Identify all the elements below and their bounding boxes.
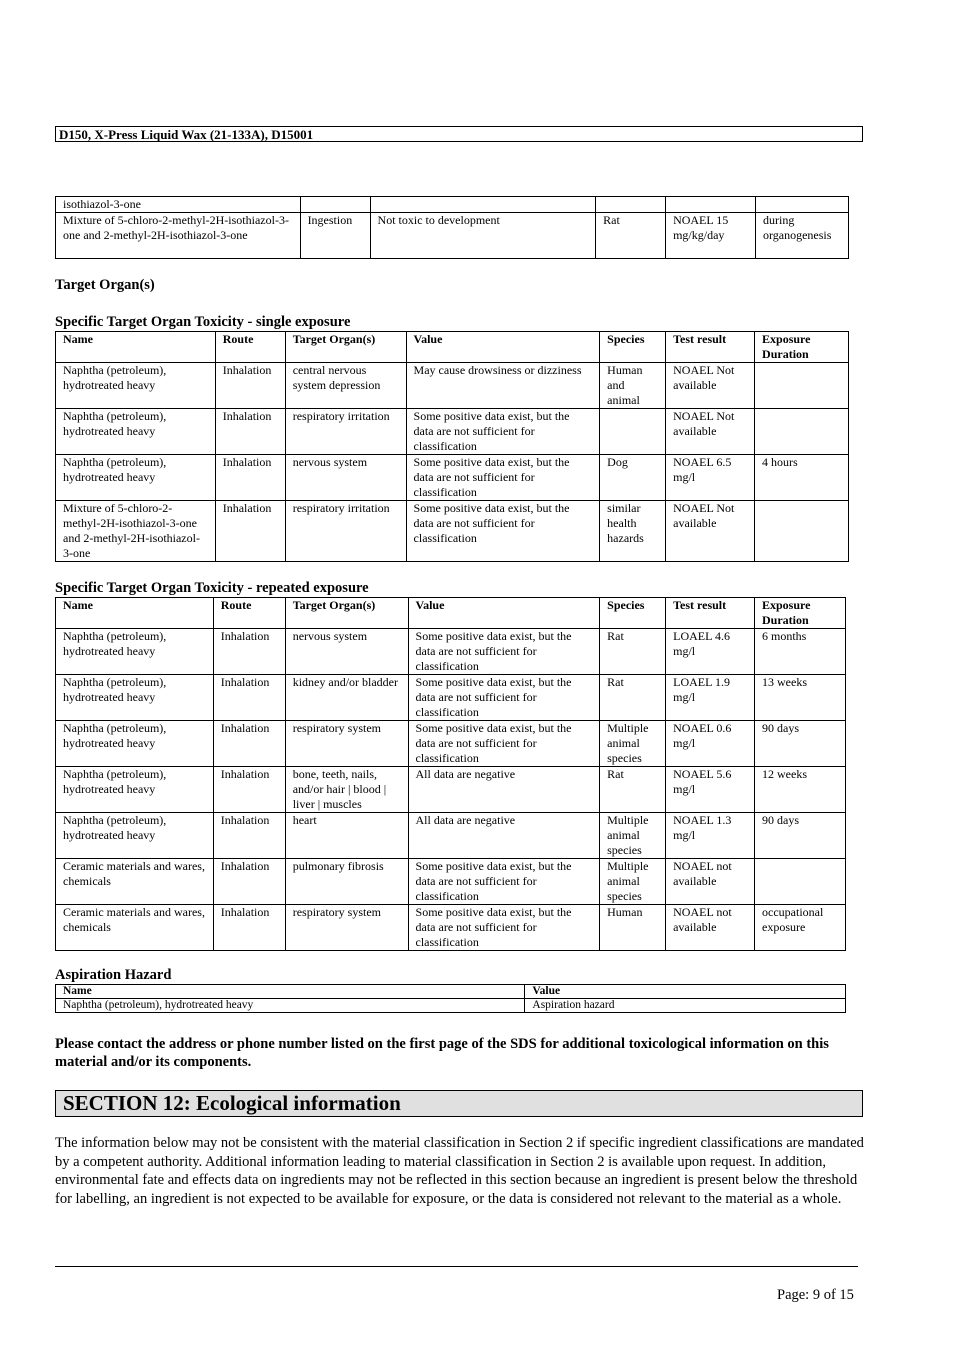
table-cell: All data are negative: [408, 767, 600, 813]
column-header: Target Organ(s): [285, 598, 408, 629]
table-cell: Multiple animal species: [600, 721, 666, 767]
table-row: [56, 363, 849, 409]
table-cell: occupational exposure: [755, 905, 846, 951]
table-cell: Naphtha (petroleum), hydrotreated heavy: [56, 409, 216, 455]
table-cell: isothiazol-3-one: [56, 197, 301, 213]
table-cell: Naphtha (petroleum), hydrotreated heavy: [56, 455, 216, 501]
table-cell: Naphtha (petroleum), hydrotreated heavy: [56, 629, 214, 675]
table-cell: Some positive data exist, but the data are not sufficient for classification: [408, 905, 600, 951]
table-cell: pulmonary fibrosis: [285, 859, 408, 905]
table-cell: [596, 197, 666, 213]
table-cell: Naphtha (petroleum), hydrotreated heavy: [56, 999, 525, 1013]
footer-divider: [55, 1266, 858, 1267]
table-cell: respiratory system: [285, 905, 408, 951]
table-cell: NOAEL not available: [666, 859, 755, 905]
table-cell: Some positive data exist, but the data are not sufficient for classification: [408, 859, 600, 905]
table-cell: Human: [600, 905, 666, 951]
table-cell: Dog: [600, 455, 666, 501]
aspiration-body: [56, 999, 846, 1013]
table-cell: kidney and/or bladder: [285, 675, 408, 721]
column-header: Exposure Duration: [755, 332, 849, 363]
table-row: [56, 905, 846, 951]
table-cell: respiratory irritation: [285, 409, 406, 455]
table-cell: during organogenesis: [756, 213, 849, 259]
page-number: Page: 9 of 15: [777, 1287, 854, 1303]
table-cell: 4 hours: [755, 455, 849, 501]
column-header: Value: [408, 598, 600, 629]
table-cell: Ceramic materials and wares, chemicals: [56, 905, 214, 951]
table-cell: Aspiration hazard: [525, 999, 846, 1013]
table-cell: nervous system: [285, 455, 406, 501]
column-header: Route: [213, 598, 285, 629]
table-cell: Inhalation: [215, 455, 285, 501]
table-cell: [370, 197, 596, 213]
table-cell: Naphtha (petroleum), hydrotreated heavy: [56, 363, 216, 409]
table-cell: [600, 409, 666, 455]
column-header: Target Organ(s): [285, 332, 406, 363]
table-cell: NOAEL 15 mg/kg/day: [666, 213, 756, 259]
table-cell: Ceramic materials and wares, chemicals: [56, 859, 214, 905]
table-row: [56, 455, 849, 501]
table-row: [56, 721, 846, 767]
table-row: [56, 813, 846, 859]
table-cell: respiratory system: [285, 721, 408, 767]
column-header: Value: [406, 332, 600, 363]
target-organs-heading: Target Organ(s): [55, 277, 155, 293]
section-12-title: SECTION 12: Ecological information: [55, 1090, 863, 1117]
table-cell: Inhalation: [213, 629, 285, 675]
table-cell: Naphtha (petroleum), hydrotreated heavy: [56, 767, 214, 813]
table-cell: Inhalation: [213, 721, 285, 767]
table-cell: [755, 859, 846, 905]
toxicology-contact-notice: Please contact the address or phone number listed on the first page of the SDS for additional toxicological information on this material and/or its components.: [55, 1036, 829, 1070]
table-row: [56, 409, 849, 455]
table-cell: Inhalation: [215, 363, 285, 409]
table-cell: 13 weeks: [755, 675, 846, 721]
table-row: [56, 213, 849, 259]
table-cell: Inhalation: [215, 501, 285, 562]
document-header: D150, X-Press Liquid Wax (21-133A), D15001: [55, 126, 863, 142]
column-header: Test result: [666, 598, 755, 629]
table-cell: [755, 409, 849, 455]
table-cell: Some positive data exist, but the data are not sufficient for classification: [408, 675, 600, 721]
reproductive-table-body: [56, 197, 849, 259]
table-cell: [756, 197, 849, 213]
table-row: [56, 501, 849, 562]
table-cell: May cause drowsiness or dizziness: [406, 363, 600, 409]
table-row: [56, 197, 849, 213]
column-header: Test result: [666, 332, 755, 363]
table-cell: central nervous system depression: [285, 363, 406, 409]
table-cell: NOAEL 1.3 mg/l: [666, 813, 755, 859]
table-cell: Mixture of 5-chloro-2-methyl-2H-isothiazol-3-one and 2-methyl-2H-isothiazol-3-one: [56, 213, 301, 259]
aspiration-heading: Aspiration Hazard: [55, 967, 172, 983]
table-cell: Some positive data exist, but the data are not sufficient for classification: [408, 629, 600, 675]
table-cell: NOAEL Not available: [666, 501, 755, 562]
table-cell: similar health hazards: [600, 501, 666, 562]
table-cell: Rat: [600, 675, 666, 721]
column-header: Exposure Duration: [755, 598, 846, 629]
table-cell: heart: [285, 813, 408, 859]
section-12-intro: The information below may not be consistent with the material classification in Section 2 if specific ingredient classifications are mandated by a competent authority. Additional information leading to material classification in Section 2 is available upon request. In addition, environmental fate and effects data on ingredients may not be reflected in this section because an ingredient is present below the threshold for labelling, an ingredient is not expected to be available for exposure, or the data is considered not relevant to the material as a whole.: [55, 1135, 864, 1207]
table-cell: Inhalation: [215, 409, 285, 455]
table-cell: NOAEL 0.6 mg/l: [666, 721, 755, 767]
table-row: [56, 675, 846, 721]
column-header: Route: [215, 332, 285, 363]
table-cell: Rat: [600, 767, 666, 813]
column-header: Name: [56, 985, 525, 999]
stot-single-heading: Specific Target Organ Toxicity - single exposure: [55, 314, 351, 330]
table-cell: Naphtha (petroleum), hydrotreated heavy: [56, 813, 214, 859]
table-row: [56, 629, 846, 675]
aspiration-header-row: [56, 985, 846, 999]
table-cell: 90 days: [755, 813, 846, 859]
table-cell: Some positive data exist, but the data are not sufficient for classification: [406, 501, 600, 562]
stot-single-header-row: [56, 332, 849, 363]
table-cell: NOAEL 5.6 mg/l: [666, 767, 755, 813]
table-row: [56, 999, 846, 1013]
stot-repeated-heading: Specific Target Organ Toxicity - repeated exposure: [55, 580, 369, 596]
table-row: [56, 859, 846, 905]
table-cell: Inhalation: [213, 767, 285, 813]
table-cell: Inhalation: [213, 859, 285, 905]
table-cell: Naphtha (petroleum), hydrotreated heavy: [56, 675, 214, 721]
table-cell: NOAEL Not available: [666, 363, 755, 409]
table-cell: Naphtha (petroleum), hydrotreated heavy: [56, 721, 214, 767]
table-cell: Inhalation: [213, 813, 285, 859]
column-header: Species: [600, 332, 666, 363]
stot-single-table: [55, 331, 849, 562]
table-cell: [666, 197, 756, 213]
table-cell: Some positive data exist, but the data are not sufficient for classification: [406, 455, 600, 501]
table-cell: Human and animal: [600, 363, 666, 409]
table-cell: [755, 363, 849, 409]
reproductive-toxicity-table: [55, 196, 849, 259]
table-cell: Mixture of 5-chloro-2-methyl-2H-isothiazol-3-one and 2-methyl-2H-isothiazol-3-one: [56, 501, 216, 562]
stot-repeated-header-row: [56, 598, 846, 629]
table-cell: NOAEL Not available: [666, 409, 755, 455]
table-cell: Some positive data exist, but the data are not sufficient for classification: [408, 721, 600, 767]
table-cell: NOAEL not available: [666, 905, 755, 951]
stot-single-body: [56, 363, 849, 562]
table-cell: Ingestion: [300, 213, 370, 259]
table-cell: Rat: [596, 213, 666, 259]
table-cell: NOAEL 6.5 mg/l: [666, 455, 755, 501]
table-cell: Inhalation: [213, 905, 285, 951]
table-cell: Multiple animal species: [600, 859, 666, 905]
stot-repeated-body: [56, 629, 846, 951]
aspiration-table: [55, 984, 846, 1013]
table-cell: Some positive data exist, but the data are not sufficient for classification: [406, 409, 600, 455]
table-cell: bone, teeth, nails, and/or hair | blood | liver | muscles: [285, 767, 408, 813]
table-cell: [300, 197, 370, 213]
table-cell: LOAEL 4.6 mg/l: [666, 629, 755, 675]
table-cell: [755, 501, 849, 562]
table-cell: 12 weeks: [755, 767, 846, 813]
table-cell: Not toxic to development: [370, 213, 596, 259]
table-cell: respiratory irritation: [285, 501, 406, 562]
table-cell: All data are negative: [408, 813, 600, 859]
column-header: Value: [525, 985, 846, 999]
table-cell: Multiple animal species: [600, 813, 666, 859]
column-header: Name: [56, 332, 216, 363]
table-cell: Inhalation: [213, 675, 285, 721]
table-cell: 6 months: [755, 629, 846, 675]
table-cell: Rat: [600, 629, 666, 675]
stot-repeated-table: [55, 597, 846, 951]
column-header: Species: [600, 598, 666, 629]
table-row: [56, 767, 846, 813]
table-cell: 90 days: [755, 721, 846, 767]
table-cell: nervous system: [285, 629, 408, 675]
table-cell: LOAEL 1.9 mg/l: [666, 675, 755, 721]
column-header: Name: [56, 598, 214, 629]
